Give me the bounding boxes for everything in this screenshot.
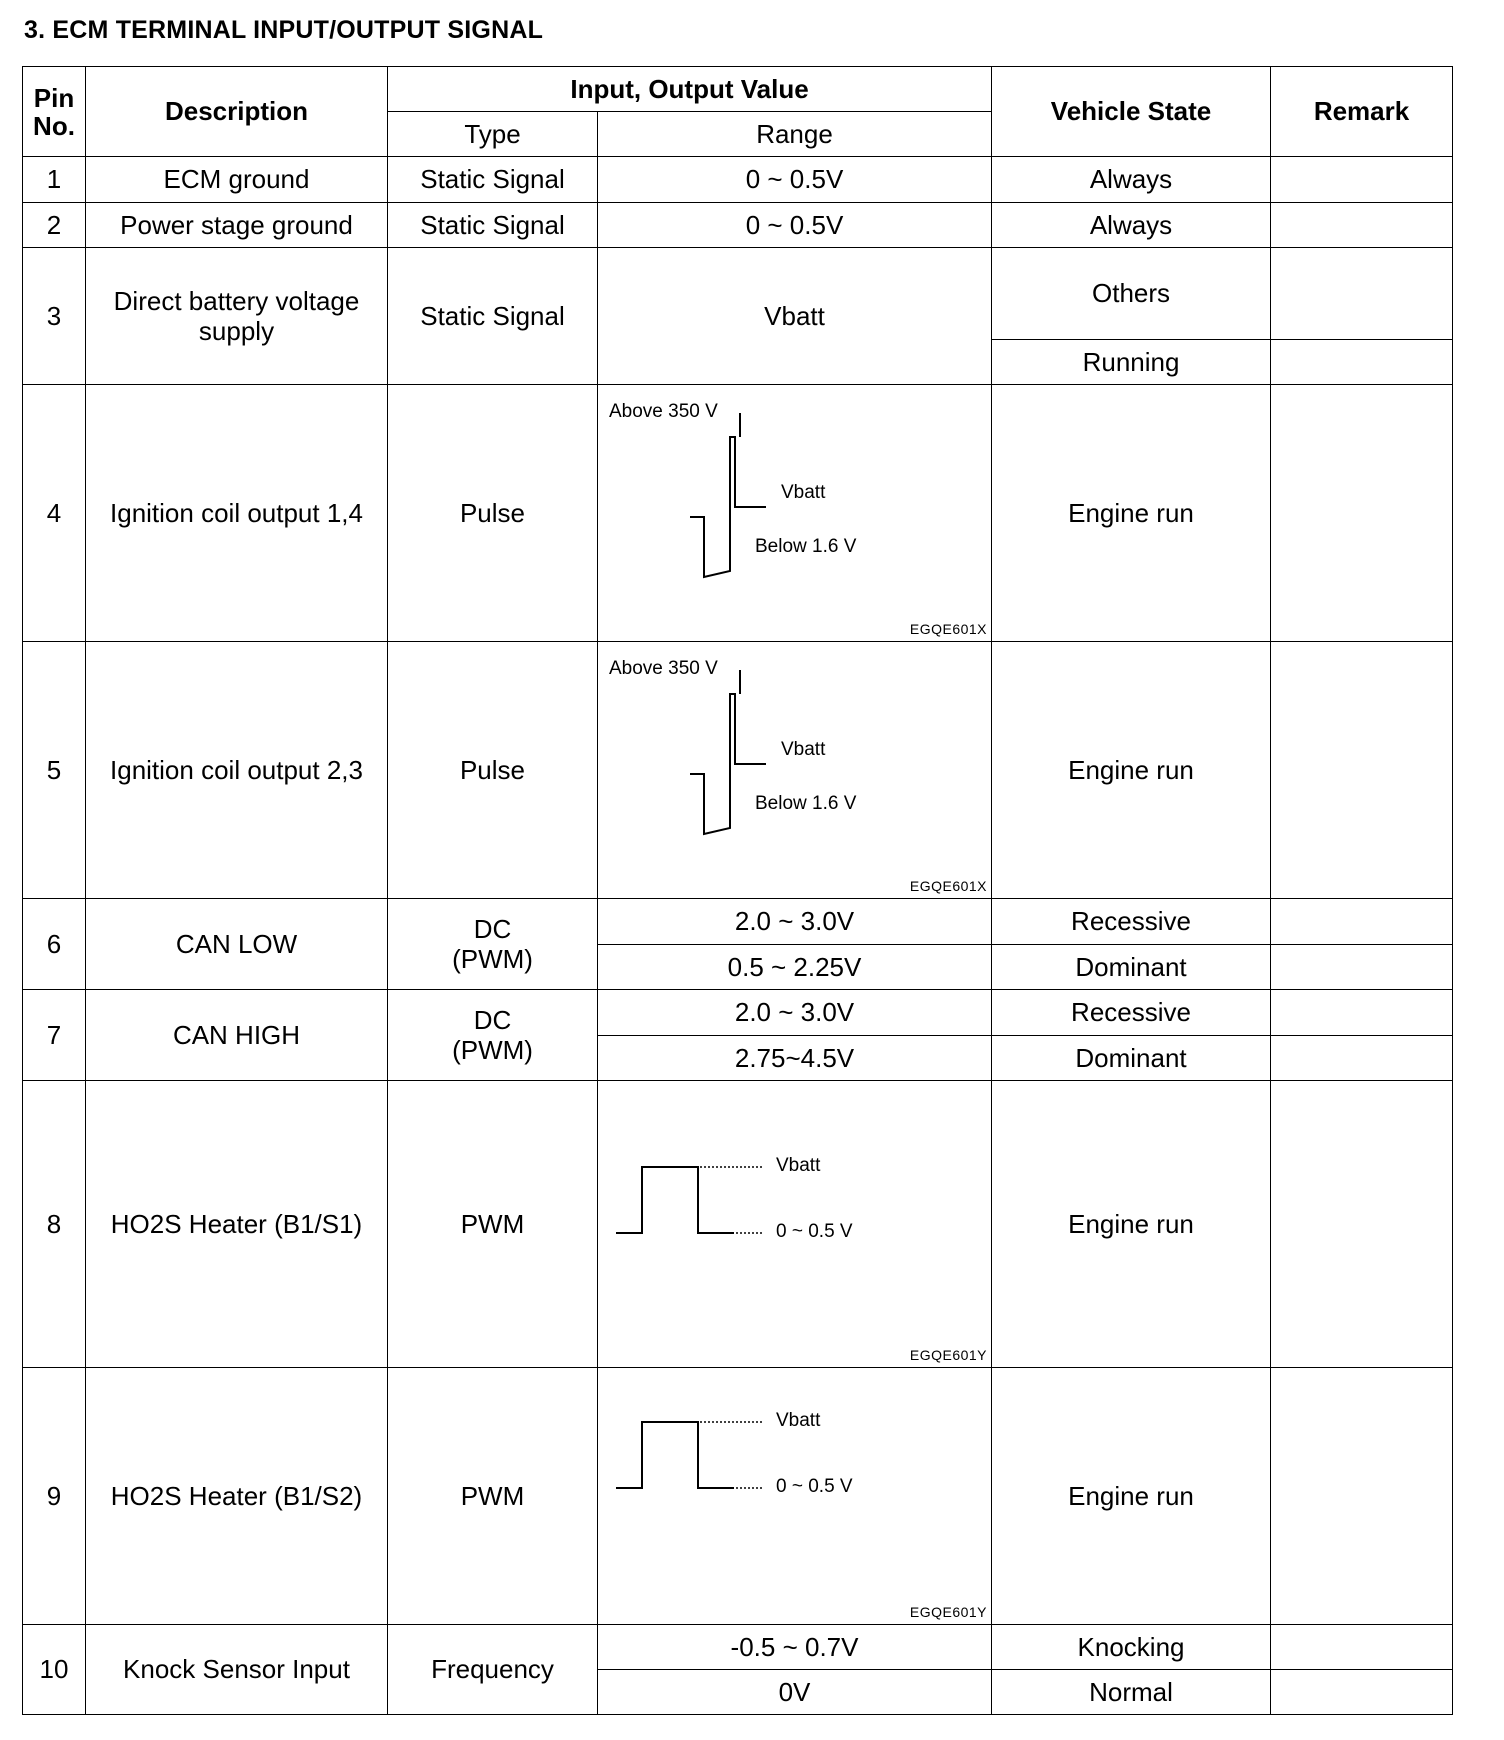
- table-row: [23, 203, 1453, 248]
- header-io-value: Input, Output Value: [388, 67, 992, 112]
- type-cell: Pulse: [388, 385, 598, 642]
- header-vehicle-state: Vehicle State: [992, 67, 1271, 157]
- state-cell: Dominant: [992, 945, 1271, 990]
- table-row: [23, 1368, 1453, 1625]
- state-cell: Recessive: [992, 899, 1271, 945]
- remark-cell: [1271, 945, 1453, 990]
- pin-cell: 5: [23, 642, 86, 899]
- remark-cell: [1271, 1368, 1453, 1625]
- range-cell: -0.5 ~ 0.7V: [598, 1625, 992, 1670]
- remark-cell: [1271, 248, 1453, 340]
- signal-table: [22, 66, 1453, 1715]
- table-row: [23, 385, 1453, 642]
- figure-code: EGQE601X: [909, 878, 988, 894]
- header-description: Description: [86, 67, 388, 157]
- state-cell: Recessive: [992, 990, 1271, 1036]
- pin-cell: 8: [23, 1081, 86, 1368]
- range-cell: 2.0 ~ 3.0V: [598, 990, 992, 1036]
- range-cell: [598, 642, 992, 899]
- range-cell: [598, 1368, 992, 1625]
- ignition-waveform: [598, 642, 991, 898]
- state-cell: Running: [992, 340, 1271, 385]
- description-cell: Knock Sensor Input: [86, 1625, 388, 1715]
- label-above-350v: Above 350 V: [609, 401, 718, 422]
- range-cell: 0.5 ~ 2.25V: [598, 945, 992, 990]
- pin-cell: 1: [23, 157, 86, 203]
- range-cell: Vbatt: [598, 248, 992, 385]
- page-title: 3. ECM TERMINAL INPUT/OUTPUT SIGNAL: [24, 16, 544, 44]
- pin-cell: 6: [23, 899, 86, 990]
- state-cell: Engine run: [992, 385, 1271, 642]
- range-cell: [598, 1081, 992, 1368]
- type-cell: Static Signal: [388, 248, 598, 385]
- remark-cell: [1271, 1036, 1453, 1081]
- ignition-pulse-graphic: [598, 642, 992, 898]
- type-line-2: (PWM): [452, 944, 533, 974]
- description-cell: ECM ground: [86, 157, 388, 203]
- pin-cell: 9: [23, 1368, 86, 1625]
- type-cell: [388, 990, 598, 1081]
- label-vbatt: Vbatt: [776, 1410, 821, 1431]
- label-low-voltage: 0 ~ 0.5 V: [776, 1476, 853, 1497]
- type-cell: [388, 899, 598, 990]
- label-above-350v: Above 350 V: [609, 658, 718, 679]
- description-cell: Ignition coil output 1,4: [86, 385, 388, 642]
- header-pin: Pin No.: [23, 67, 86, 157]
- state-cell: Always: [992, 203, 1271, 248]
- state-cell: Engine run: [992, 642, 1271, 899]
- remark-cell: [1271, 1625, 1453, 1670]
- description-cell: Power stage ground: [86, 203, 388, 248]
- figure-code: EGQE601Y: [909, 1604, 988, 1620]
- range-cell: [598, 385, 992, 642]
- remark-cell: [1271, 1670, 1453, 1715]
- remark-cell: [1271, 157, 1453, 203]
- description-cell: Ignition coil output 2,3: [86, 642, 388, 899]
- state-cell: Always: [992, 157, 1271, 203]
- pwm-waveform: [598, 1368, 991, 1624]
- type-line-1: DC: [473, 1005, 512, 1035]
- description-cell: CAN LOW: [86, 899, 388, 990]
- description-cell: HO2S Heater (B1/S2): [86, 1368, 388, 1625]
- type-cell: Pulse: [388, 642, 598, 899]
- table-row: [23, 248, 1453, 340]
- pin-cell: 4: [23, 385, 86, 642]
- figure-code: EGQE601Y: [909, 1347, 988, 1363]
- table-row: [23, 990, 1453, 1036]
- state-cell: Engine run: [992, 1081, 1271, 1368]
- remark-cell: [1271, 340, 1453, 385]
- table-row: [23, 157, 1453, 203]
- range-cell: 0V: [598, 1670, 992, 1715]
- header-range: Range: [598, 112, 992, 157]
- label-vbatt: Vbatt: [781, 739, 826, 760]
- pin-cell: 2: [23, 203, 86, 248]
- type-cell: PWM: [388, 1081, 598, 1368]
- remark-cell: [1271, 642, 1453, 899]
- pin-cell: 7: [23, 990, 86, 1081]
- range-cell: 0 ~ 0.5V: [598, 157, 992, 203]
- figure-code: EGQE601X: [909, 621, 988, 637]
- remark-cell: [1271, 385, 1453, 642]
- state-cell: Knocking: [992, 1625, 1271, 1670]
- description-cell: Direct battery voltage supply: [86, 248, 388, 385]
- remark-cell: [1271, 203, 1453, 248]
- table-row: [23, 1625, 1453, 1670]
- range-cell: 2.0 ~ 3.0V: [598, 899, 992, 945]
- table-row: [23, 899, 1453, 945]
- range-cell: 0 ~ 0.5V: [598, 203, 992, 248]
- description-cell: CAN HIGH: [86, 990, 388, 1081]
- state-cell: Engine run: [992, 1368, 1271, 1625]
- label-below-1-6v: Below 1.6 V: [755, 536, 857, 557]
- label-vbatt: Vbatt: [776, 1155, 821, 1176]
- description-cell: HO2S Heater (B1/S1): [86, 1081, 388, 1368]
- type-line-2: (PWM): [452, 1035, 533, 1065]
- header-remark: Remark: [1271, 67, 1453, 157]
- remark-cell: [1271, 899, 1453, 945]
- table-row: [23, 642, 1453, 899]
- state-cell: Others: [992, 248, 1271, 340]
- pin-cell: 10: [23, 1625, 86, 1715]
- label-vbatt: Vbatt: [781, 482, 826, 503]
- pwm-waveform: [598, 1081, 991, 1367]
- table-row: [23, 1081, 1453, 1368]
- state-cell: Normal: [992, 1670, 1271, 1715]
- type-cell: Static Signal: [388, 157, 598, 203]
- pin-cell: 3: [23, 248, 86, 385]
- ignition-pulse-graphic: [598, 385, 992, 641]
- remark-cell: [1271, 990, 1453, 1036]
- ignition-waveform: [598, 385, 991, 641]
- type-cell: PWM: [388, 1368, 598, 1625]
- range-cell: 2.75~4.5V: [598, 1036, 992, 1081]
- label-below-1-6v: Below 1.6 V: [755, 793, 857, 814]
- type-cell: Static Signal: [388, 203, 598, 248]
- remark-cell: [1271, 1081, 1453, 1368]
- type-cell: Frequency: [388, 1625, 598, 1715]
- state-cell: Dominant: [992, 1036, 1271, 1081]
- header-type: Type: [388, 112, 598, 157]
- type-line-1: DC: [473, 914, 512, 944]
- label-low-voltage: 0 ~ 0.5 V: [776, 1221, 853, 1242]
